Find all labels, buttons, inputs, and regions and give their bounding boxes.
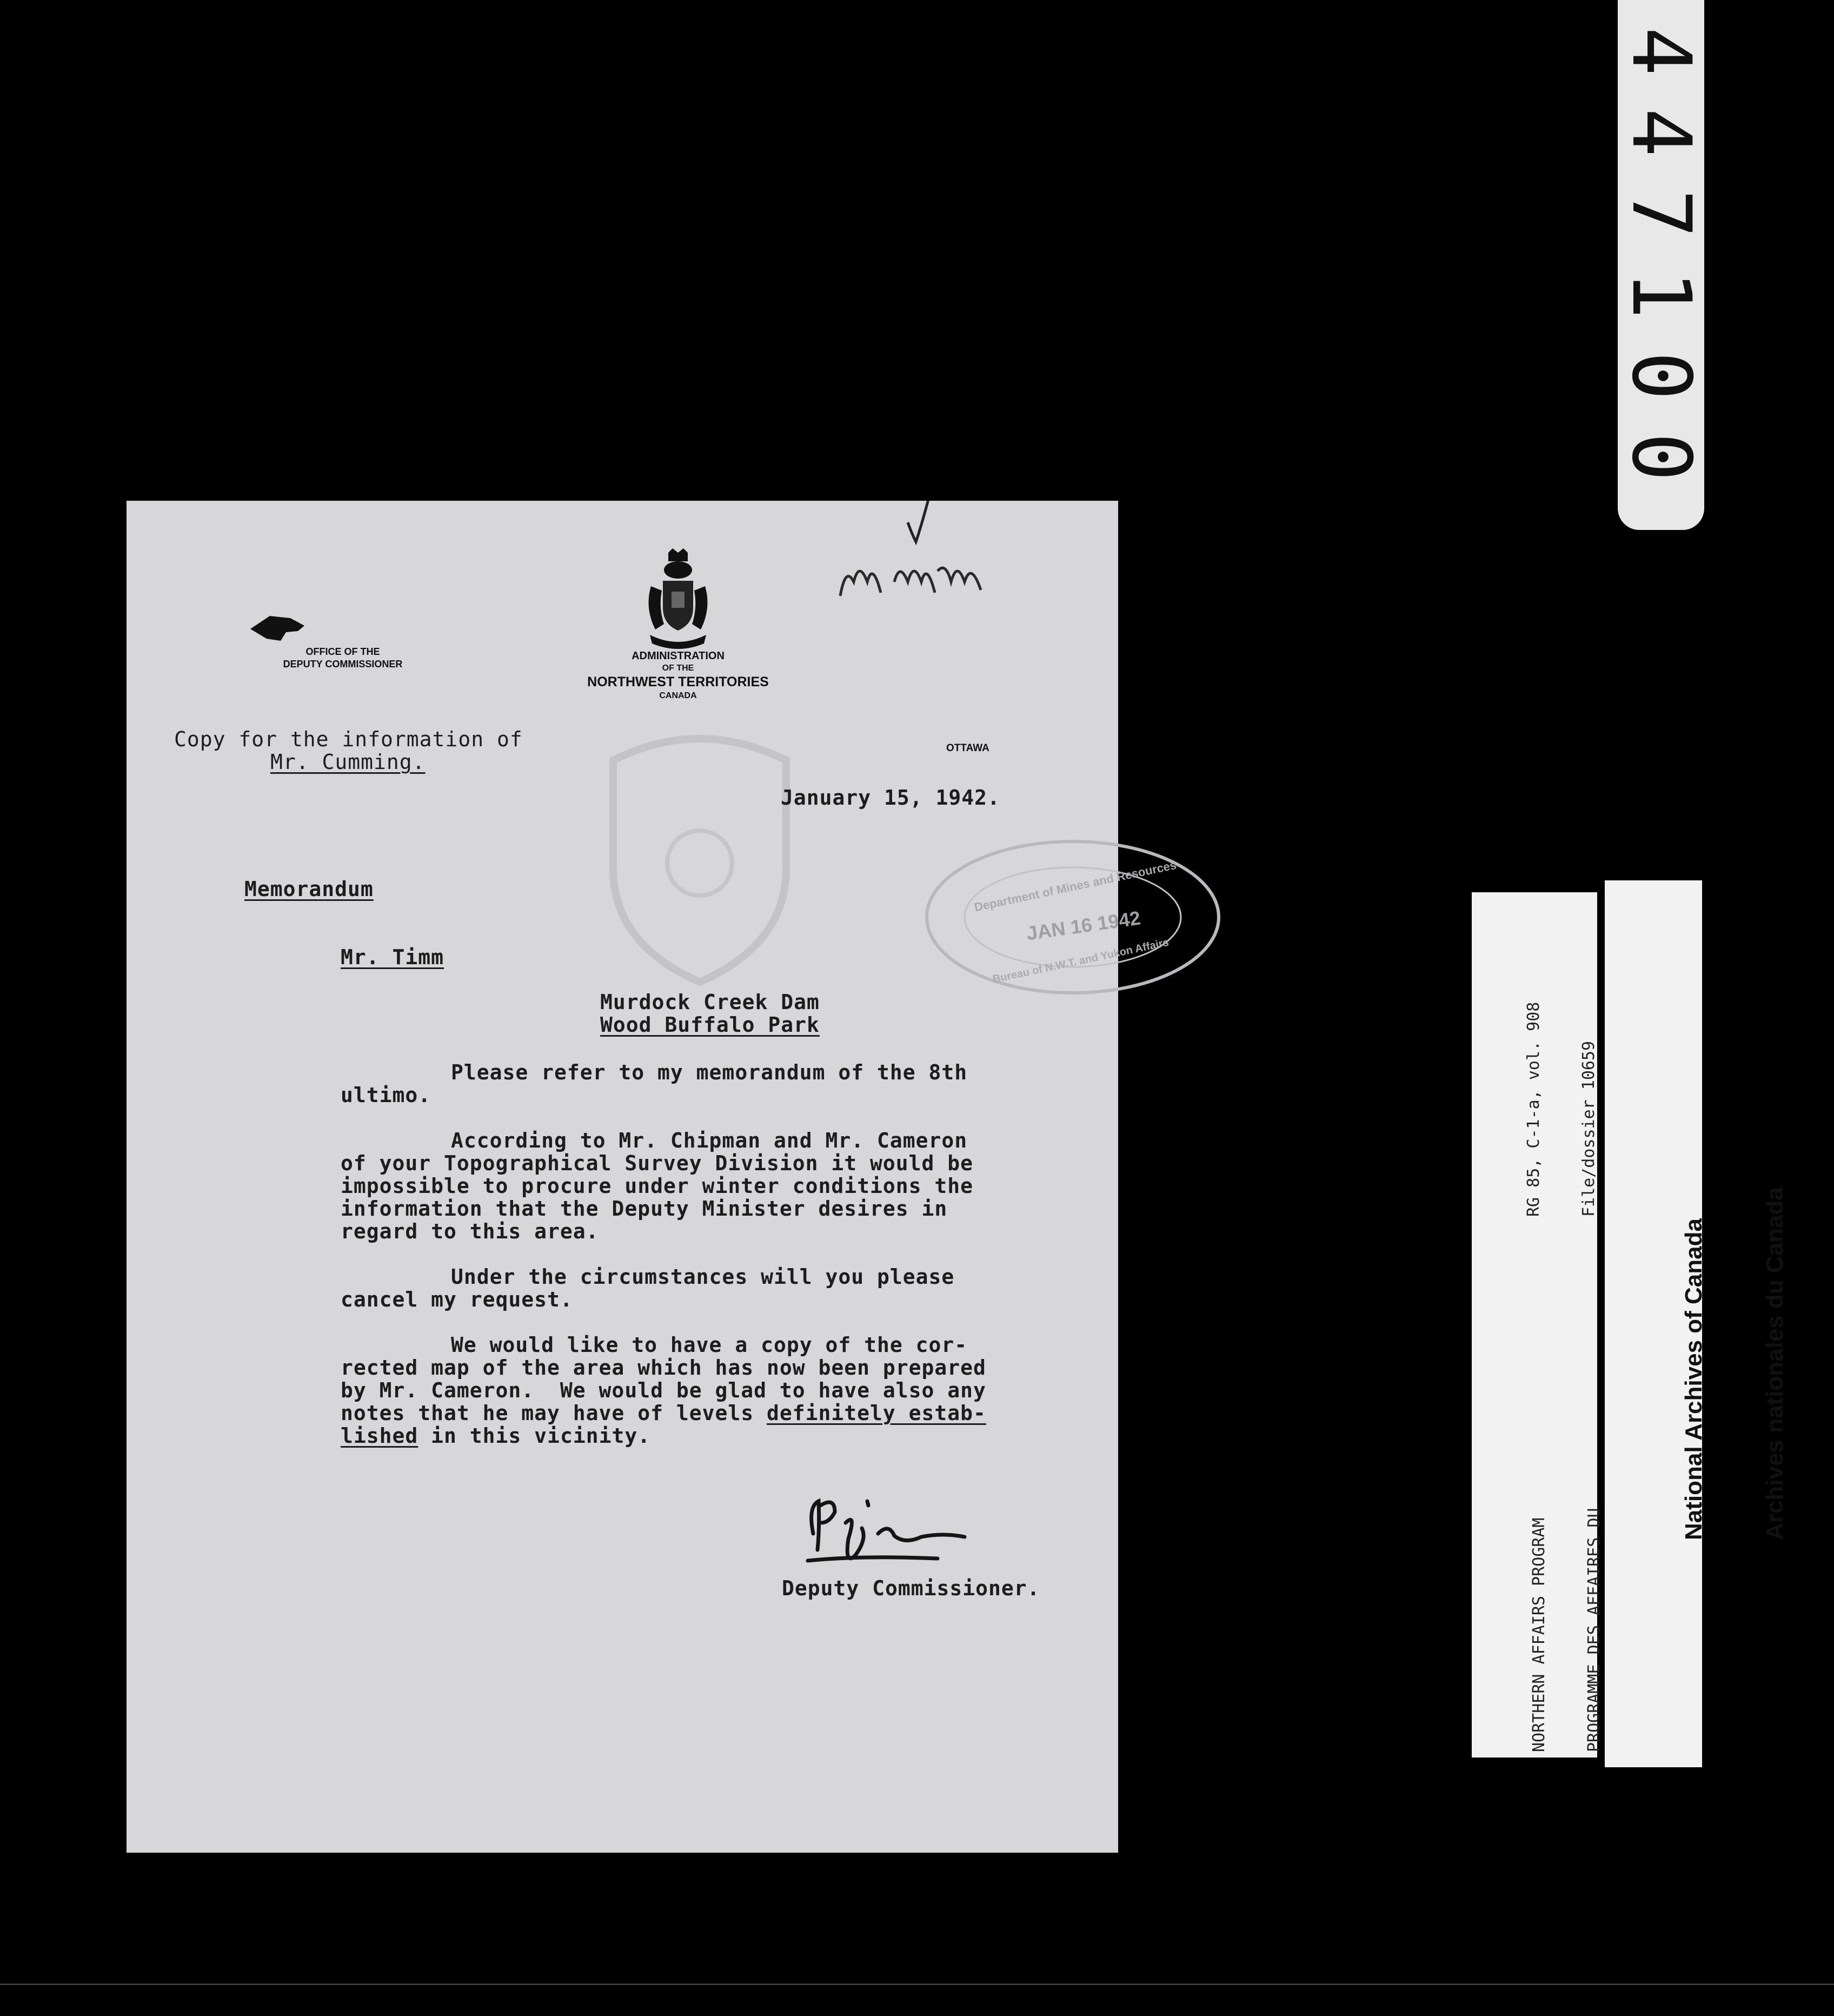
counter-digit: 1 — [1614, 270, 1708, 320]
body-line: impossible to procure under winter conditions the — [341, 1174, 974, 1198]
body-line: According to Mr. Chipman and Mr. Cameron — [451, 1129, 968, 1152]
body-line — [341, 1402, 986, 1425]
body-line: of your Topographical Survey Division it would be — [341, 1151, 974, 1175]
office-pointer-icon — [248, 612, 308, 644]
body-line: regard to this area. — [341, 1219, 599, 1243]
archive-reference-line: RG 85, C-1-a, vol. 908 — [1524, 1002, 1543, 1217]
body-line: information that the Deputy Minister desires in — [341, 1197, 948, 1221]
recipient-line: Mr. Timm — [341, 945, 444, 969]
received-stamp-bottom: Bureau of N.W.T. and Yukon Affairs — [992, 936, 1170, 986]
archive-reference-label — [1472, 892, 1604, 1758]
administration-label-line: ADMINISTRATION — [632, 650, 725, 662]
administration-label-line: CANADA — [659, 691, 697, 701]
counter-digit: 0 — [1614, 432, 1708, 482]
signature-icon — [797, 1490, 1040, 1571]
received-stamp-top: Department of Mines and Resources — [973, 858, 1178, 914]
counter-digit: 4 — [1614, 26, 1708, 76]
office-label-line: DEPUTY COMMISSIONER — [283, 658, 403, 669]
body-line: ultimo. — [341, 1083, 431, 1107]
city-label: OTTAWA — [946, 742, 989, 754]
program-label-line: NORTHERN AFFAIRS PROGRAM — [1530, 1517, 1549, 1752]
body-line: Under the circumstances will you please — [451, 1265, 955, 1289]
signature-title: Deputy Commissioner. — [782, 1576, 1040, 1600]
subject-line-underlined: Wood Buffalo Park — [600, 1013, 820, 1037]
archives-name-en: National Archives of Canada — [1680, 1218, 1707, 1540]
body-line: Please refer to my memorandum of the 8th — [451, 1060, 968, 1084]
body-line — [341, 1424, 650, 1448]
body-text-underlined: lished — [341, 1424, 418, 1448]
national-archives-name — [1626, 1187, 1834, 1540]
coat-of-arms-icon — [640, 548, 716, 651]
archive-reference-line: File/dossier 10659 — [1579, 1040, 1598, 1217]
body-line: by Mr. Cameron. We would be glad to have also any — [341, 1378, 986, 1402]
body-line: cancel my request. — [341, 1288, 573, 1311]
letter-page — [127, 501, 1178, 1853]
archives-name-fr: Archives nationales du Canada — [1762, 1187, 1788, 1540]
film-edge-line — [0, 1984, 1834, 1985]
counter-digit: 0 — [1614, 351, 1708, 401]
administration-label-line: OF THE — [662, 664, 694, 673]
letter-date: January 15, 1942. — [781, 786, 1000, 810]
watermark-crest-icon — [597, 728, 802, 987]
program-label-line: PROGRAMME DES AFFAIRES DU — [1585, 1508, 1604, 1752]
copy-note-recipient: Mr. Cumming. — [270, 750, 426, 774]
body-text: notes that he may have of levels — [341, 1401, 767, 1425]
memorandum-heading: Memorandum — [244, 877, 374, 901]
body-line: rected map of the area which has now been prepared — [341, 1356, 986, 1380]
counter-digit: 4 — [1614, 108, 1708, 157]
body-line: We would like to have a copy of the cor- — [451, 1333, 968, 1357]
counter-digit: 7 — [1614, 189, 1708, 238]
office-label-line: OFFICE OF THE — [305, 646, 380, 657]
administration-label-line: NORTHWEST TERRITORIES — [587, 674, 769, 689]
administration-label — [570, 649, 786, 701]
film-frame-counter — [1614, 0, 1708, 530]
office-label — [273, 646, 413, 670]
received-stamp-date: JAN 16 1942 — [1025, 906, 1142, 945]
subject-line: Murdock Creek Dam — [600, 990, 820, 1014]
copy-note-line: Copy for the information of — [174, 727, 523, 751]
body-text: in this vicinity. — [418, 1424, 651, 1448]
national-archives-label — [1605, 880, 1788, 1767]
body-text-underlined: definitely estab- — [766, 1401, 986, 1425]
checkmark-initials-icon — [829, 501, 992, 609]
